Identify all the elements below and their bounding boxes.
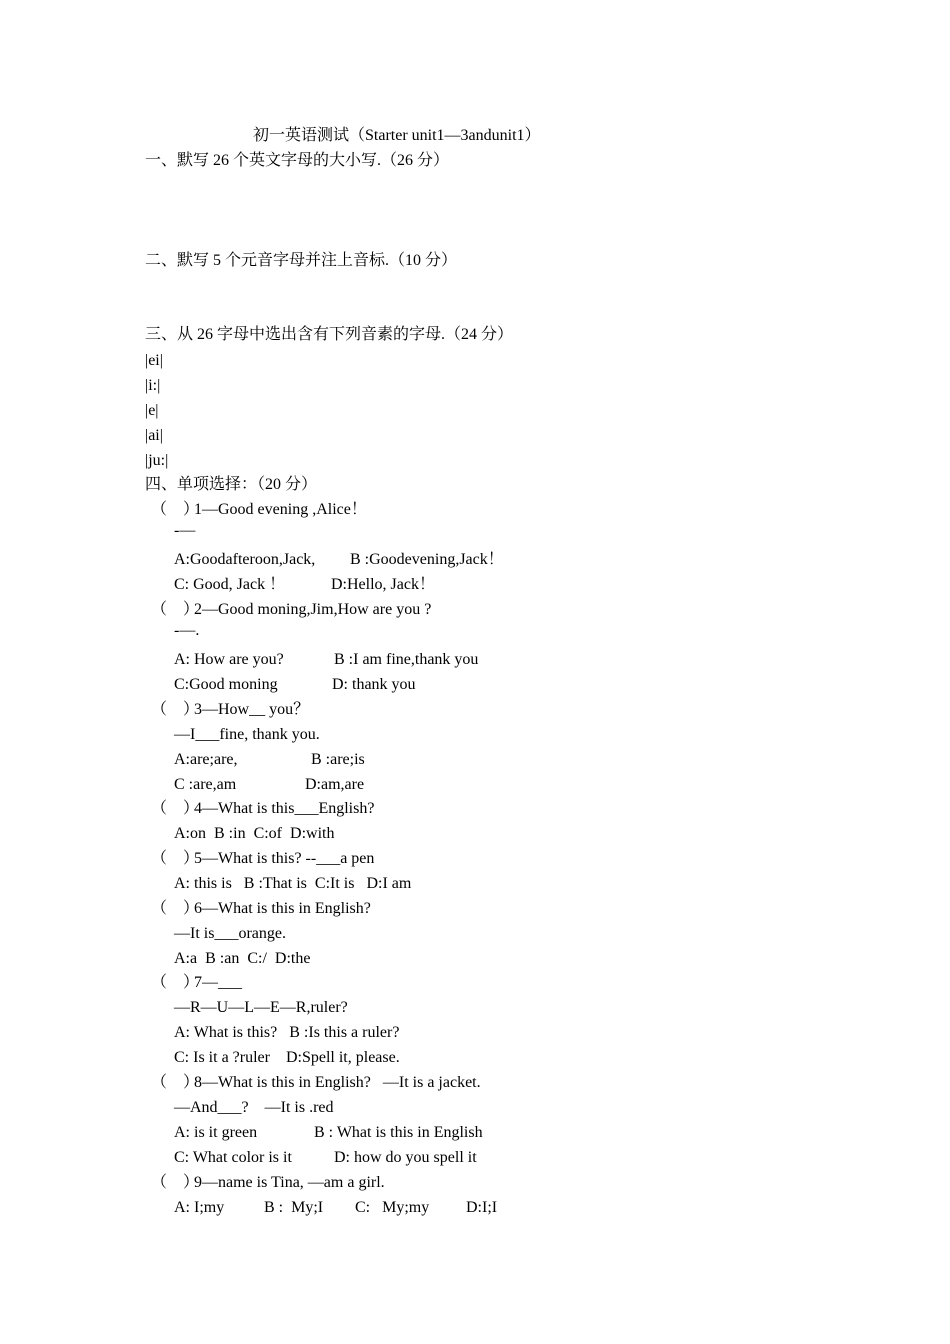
question-3-text: 3—How__ you？ bbox=[194, 701, 310, 718]
question-6-reply: —It is___orange. bbox=[174, 925, 286, 942]
question-8-reply: —And___? —It is .red bbox=[174, 1099, 334, 1116]
question-3-option-a: A:are;are, bbox=[174, 751, 238, 768]
question-7-text: 7—___ bbox=[194, 974, 242, 991]
question-3-option-c: C :are,am bbox=[174, 776, 237, 793]
question-1-reply: -— bbox=[174, 522, 196, 539]
question-7-options-ab: A: What is this? B :Is this a ruler? bbox=[174, 1024, 400, 1041]
question-6-text: 6—What is this in English? bbox=[194, 900, 371, 917]
question-1-option-d: D:Hello, Jack！ bbox=[331, 576, 435, 593]
question-2-option-d: D: thank you bbox=[332, 676, 416, 693]
question-3-option-d: D:am,are bbox=[305, 776, 365, 793]
question-1-option-c: C: Good, Jack ！ bbox=[174, 576, 286, 593]
phoneme-ei: |ei| bbox=[145, 352, 163, 369]
phoneme-e: |e| bbox=[145, 402, 159, 419]
question-1-option-a: A:Goodafteroon,Jack, bbox=[174, 551, 316, 568]
phoneme-ju-long: |ju:| bbox=[145, 452, 169, 469]
question-4-text: 4—What is this___English? bbox=[194, 800, 375, 817]
answer-blank-q2[interactable]: （ ） bbox=[151, 601, 200, 618]
question-7-reply: —R—U—L—E—R,ruler? bbox=[174, 999, 348, 1016]
question-3-option-b: B :are;is bbox=[311, 751, 365, 768]
answer-blank-q8[interactable]: （ ） bbox=[151, 1074, 200, 1091]
question-1-option-b: B :Goodevening,Jack！ bbox=[350, 551, 504, 568]
section-2-heading: 二、默写 5 个元音字母并注上音标.（10 分） bbox=[145, 252, 458, 269]
answer-blank-q6[interactable]: （ ） bbox=[151, 900, 200, 917]
question-8-option-c: C: What color is it bbox=[174, 1149, 292, 1166]
question-9-text: 9—name is Tina, —am a girl. bbox=[194, 1174, 385, 1191]
question-8-option-d: D: how do you spell it bbox=[334, 1149, 477, 1166]
answer-blank-q3[interactable]: （ ） bbox=[151, 701, 200, 718]
question-7-options-cd: C: Is it a ?ruler D:Spell it, please. bbox=[174, 1049, 400, 1066]
answer-blank-q5[interactable]: （ ） bbox=[151, 850, 200, 867]
question-9-option-c: C: My;my bbox=[355, 1199, 430, 1216]
question-4-options: A:on B :in C:of D:with bbox=[174, 825, 335, 842]
question-8-option-b: B : What is this in English bbox=[314, 1124, 483, 1141]
answer-blank-q7[interactable]: （ ） bbox=[151, 974, 200, 991]
section-4-heading: 四、单项选择：（20 分） bbox=[145, 476, 318, 493]
question-3-reply: —I___fine, thank you. bbox=[174, 726, 320, 743]
test-title: 初一英语测试（Starter unit1—3andunit1） bbox=[253, 127, 541, 144]
question-2-option-b: B :I am fine,thank you bbox=[334, 651, 479, 668]
answer-blank-q1[interactable]: （ ） bbox=[151, 501, 200, 518]
phoneme-i-long: |i:| bbox=[145, 377, 161, 394]
question-2-option-a: A: How are you? bbox=[174, 651, 284, 668]
question-6-options: A:a B :an C:/ D:the bbox=[174, 950, 311, 967]
section-1-heading: 一、默写 26 个英文字母的大小写.（26 分） bbox=[145, 152, 450, 169]
question-9-option-d: D:I;I bbox=[466, 1199, 498, 1216]
question-1-text: 1—Good evening ,Alice！ bbox=[194, 501, 367, 518]
question-2-option-c: C:Good moning bbox=[174, 676, 278, 693]
question-5-options: A: this is B :That is C:It is D:I am bbox=[174, 875, 412, 892]
question-2-text: 2—Good moning,Jim,How are you ? bbox=[194, 601, 432, 618]
question-8-option-a: A: is it green bbox=[174, 1124, 258, 1141]
question-8-text: 8—What is this in English? —It is a jacket. bbox=[194, 1074, 481, 1091]
question-2-reply: -—. bbox=[174, 622, 200, 639]
question-5-text: 5—What is this? --___a pen bbox=[194, 850, 375, 867]
section-3-heading: 三、从 26 字母中选出含有下列音素的字母.（24 分） bbox=[145, 326, 514, 343]
question-9-option-a: A: I;my bbox=[174, 1199, 225, 1216]
phoneme-ai: |ai| bbox=[145, 427, 163, 444]
question-9-option-b: B : My;I bbox=[264, 1199, 324, 1216]
answer-blank-q4[interactable]: （ ） bbox=[151, 800, 200, 817]
answer-blank-q9[interactable]: （ ） bbox=[151, 1174, 200, 1191]
